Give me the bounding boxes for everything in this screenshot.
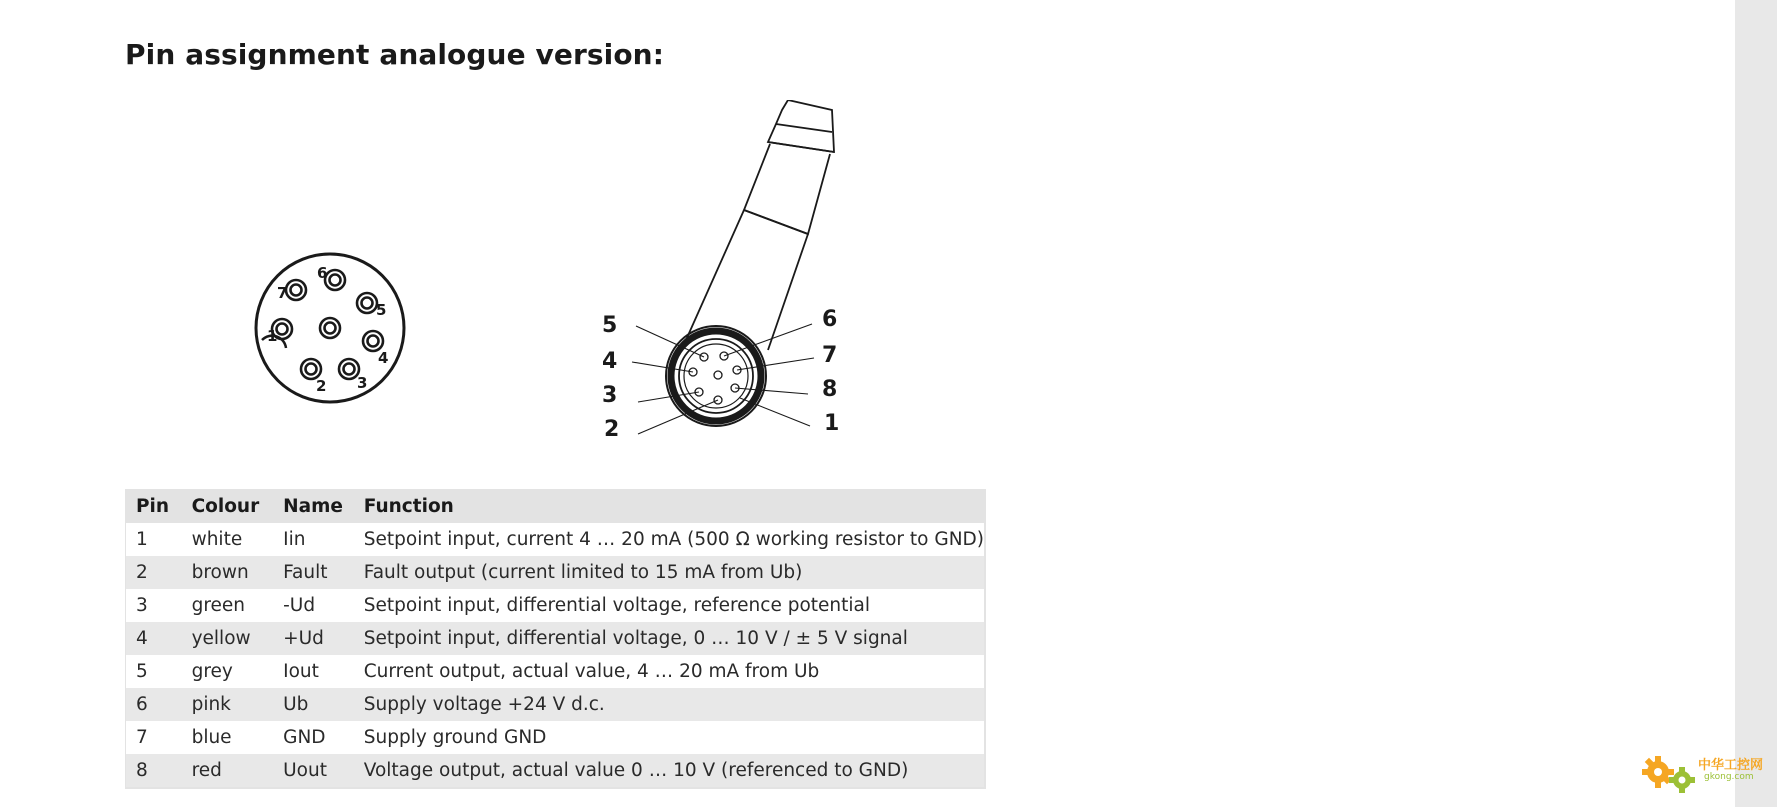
plug-pin-label: 2 xyxy=(604,417,620,442)
connector-front-view xyxy=(250,248,410,408)
plug-pin-label: 8 xyxy=(822,377,838,402)
cable-plug-view xyxy=(600,100,850,445)
table-row xyxy=(126,622,986,655)
cell-colour: yellow xyxy=(191,628,251,649)
plug-pin-label: 4 xyxy=(602,349,618,374)
watermark-domain: gkong.com xyxy=(1704,772,1754,782)
cell-name: Fault xyxy=(283,562,328,583)
cell-function: Current output, actual value, 4 … 20 mA from Ub xyxy=(363,661,820,682)
pin-socket xyxy=(357,293,377,313)
pin-socket xyxy=(301,359,321,379)
cell-pin: 3 xyxy=(136,595,148,616)
front-pin-label: 6 xyxy=(317,264,328,282)
plug-pin-label: 3 xyxy=(602,383,618,408)
cell-name: Iin xyxy=(283,529,306,550)
cell-function: Supply voltage +24 V d.c. xyxy=(363,694,605,715)
gear-icon xyxy=(1640,748,1700,796)
pin-socket xyxy=(286,280,306,300)
cell-name: Ub xyxy=(283,694,309,715)
cell-function: Supply ground GND xyxy=(363,727,547,748)
pin-assignment-table xyxy=(125,489,986,789)
pin-sockets xyxy=(272,270,383,379)
table-row xyxy=(126,556,986,589)
plug-pin-label: 5 xyxy=(602,313,618,338)
table-row xyxy=(126,523,986,556)
plug-pin-label: 7 xyxy=(822,343,838,368)
pin-socket xyxy=(320,318,340,338)
cell-function: Setpoint input, differential voltage, 0 … 10 V / ± 5 V signal xyxy=(363,628,908,649)
cell-colour: red xyxy=(191,760,222,781)
cell-function: Fault output (current limited to 15 mA from Ub) xyxy=(363,562,803,583)
cell-colour: green xyxy=(191,595,246,616)
plug-pin-label: 6 xyxy=(822,307,838,332)
cell-name: +Ud xyxy=(283,628,324,649)
header-function: Function xyxy=(363,495,454,517)
front-pin-label: 7 xyxy=(277,284,288,302)
cell-pin: 6 xyxy=(136,694,148,715)
cell-function: Setpoint input, current 4 … 20 mA (500 Ω working resistor to GND) xyxy=(363,529,984,550)
pin-socket xyxy=(325,270,345,290)
watermark-text: 中华工控网 xyxy=(1698,758,1764,773)
cell-name: Iout xyxy=(283,661,319,682)
front-pin-label: 1 xyxy=(267,327,278,345)
cell-colour: grey xyxy=(191,661,233,682)
cell-pin: 1 xyxy=(136,529,148,550)
table-row xyxy=(126,655,986,688)
cell-name: GND xyxy=(283,727,326,748)
cell-pin: 2 xyxy=(136,562,148,583)
cell-pin: 7 xyxy=(136,727,148,748)
header-name: Name xyxy=(283,495,343,517)
pin-socket xyxy=(339,359,359,379)
cell-colour: brown xyxy=(191,562,249,583)
plug-face xyxy=(666,326,766,426)
table-header-row xyxy=(126,489,986,523)
front-pin-label: 4 xyxy=(378,349,389,367)
cell-pin: 5 xyxy=(136,661,148,682)
cell-name: -Ud xyxy=(283,595,316,616)
table-row xyxy=(126,589,986,622)
table-row xyxy=(126,721,986,754)
plug-pin-label: 1 xyxy=(824,411,840,436)
front-pin-label: 3 xyxy=(357,374,368,392)
cell-colour: blue xyxy=(191,727,232,748)
cell-name: Uout xyxy=(283,760,327,781)
watermark-logo xyxy=(1640,748,1770,796)
cell-function: Voltage output, actual value 0 … 10 V (referenced to GND) xyxy=(363,760,909,781)
front-pin-label: 5 xyxy=(376,301,387,319)
header-colour: Colour xyxy=(191,495,260,517)
cell-pin: 4 xyxy=(136,628,148,649)
pin-socket xyxy=(363,331,383,351)
front-pin-label: 2 xyxy=(316,377,327,395)
cell-function: Setpoint input, differential voltage, reference potential xyxy=(363,595,870,616)
cell-pin: 8 xyxy=(136,760,148,781)
scrollbar-gutter[interactable] xyxy=(1735,0,1777,807)
page-title: Pin assignment analogue version: xyxy=(125,38,664,71)
cell-colour: pink xyxy=(191,694,231,715)
table-row xyxy=(126,688,986,721)
table-row xyxy=(126,754,986,788)
cell-colour: white xyxy=(191,529,243,550)
header-pin: Pin xyxy=(136,495,170,517)
plug-body-outline xyxy=(686,100,834,350)
